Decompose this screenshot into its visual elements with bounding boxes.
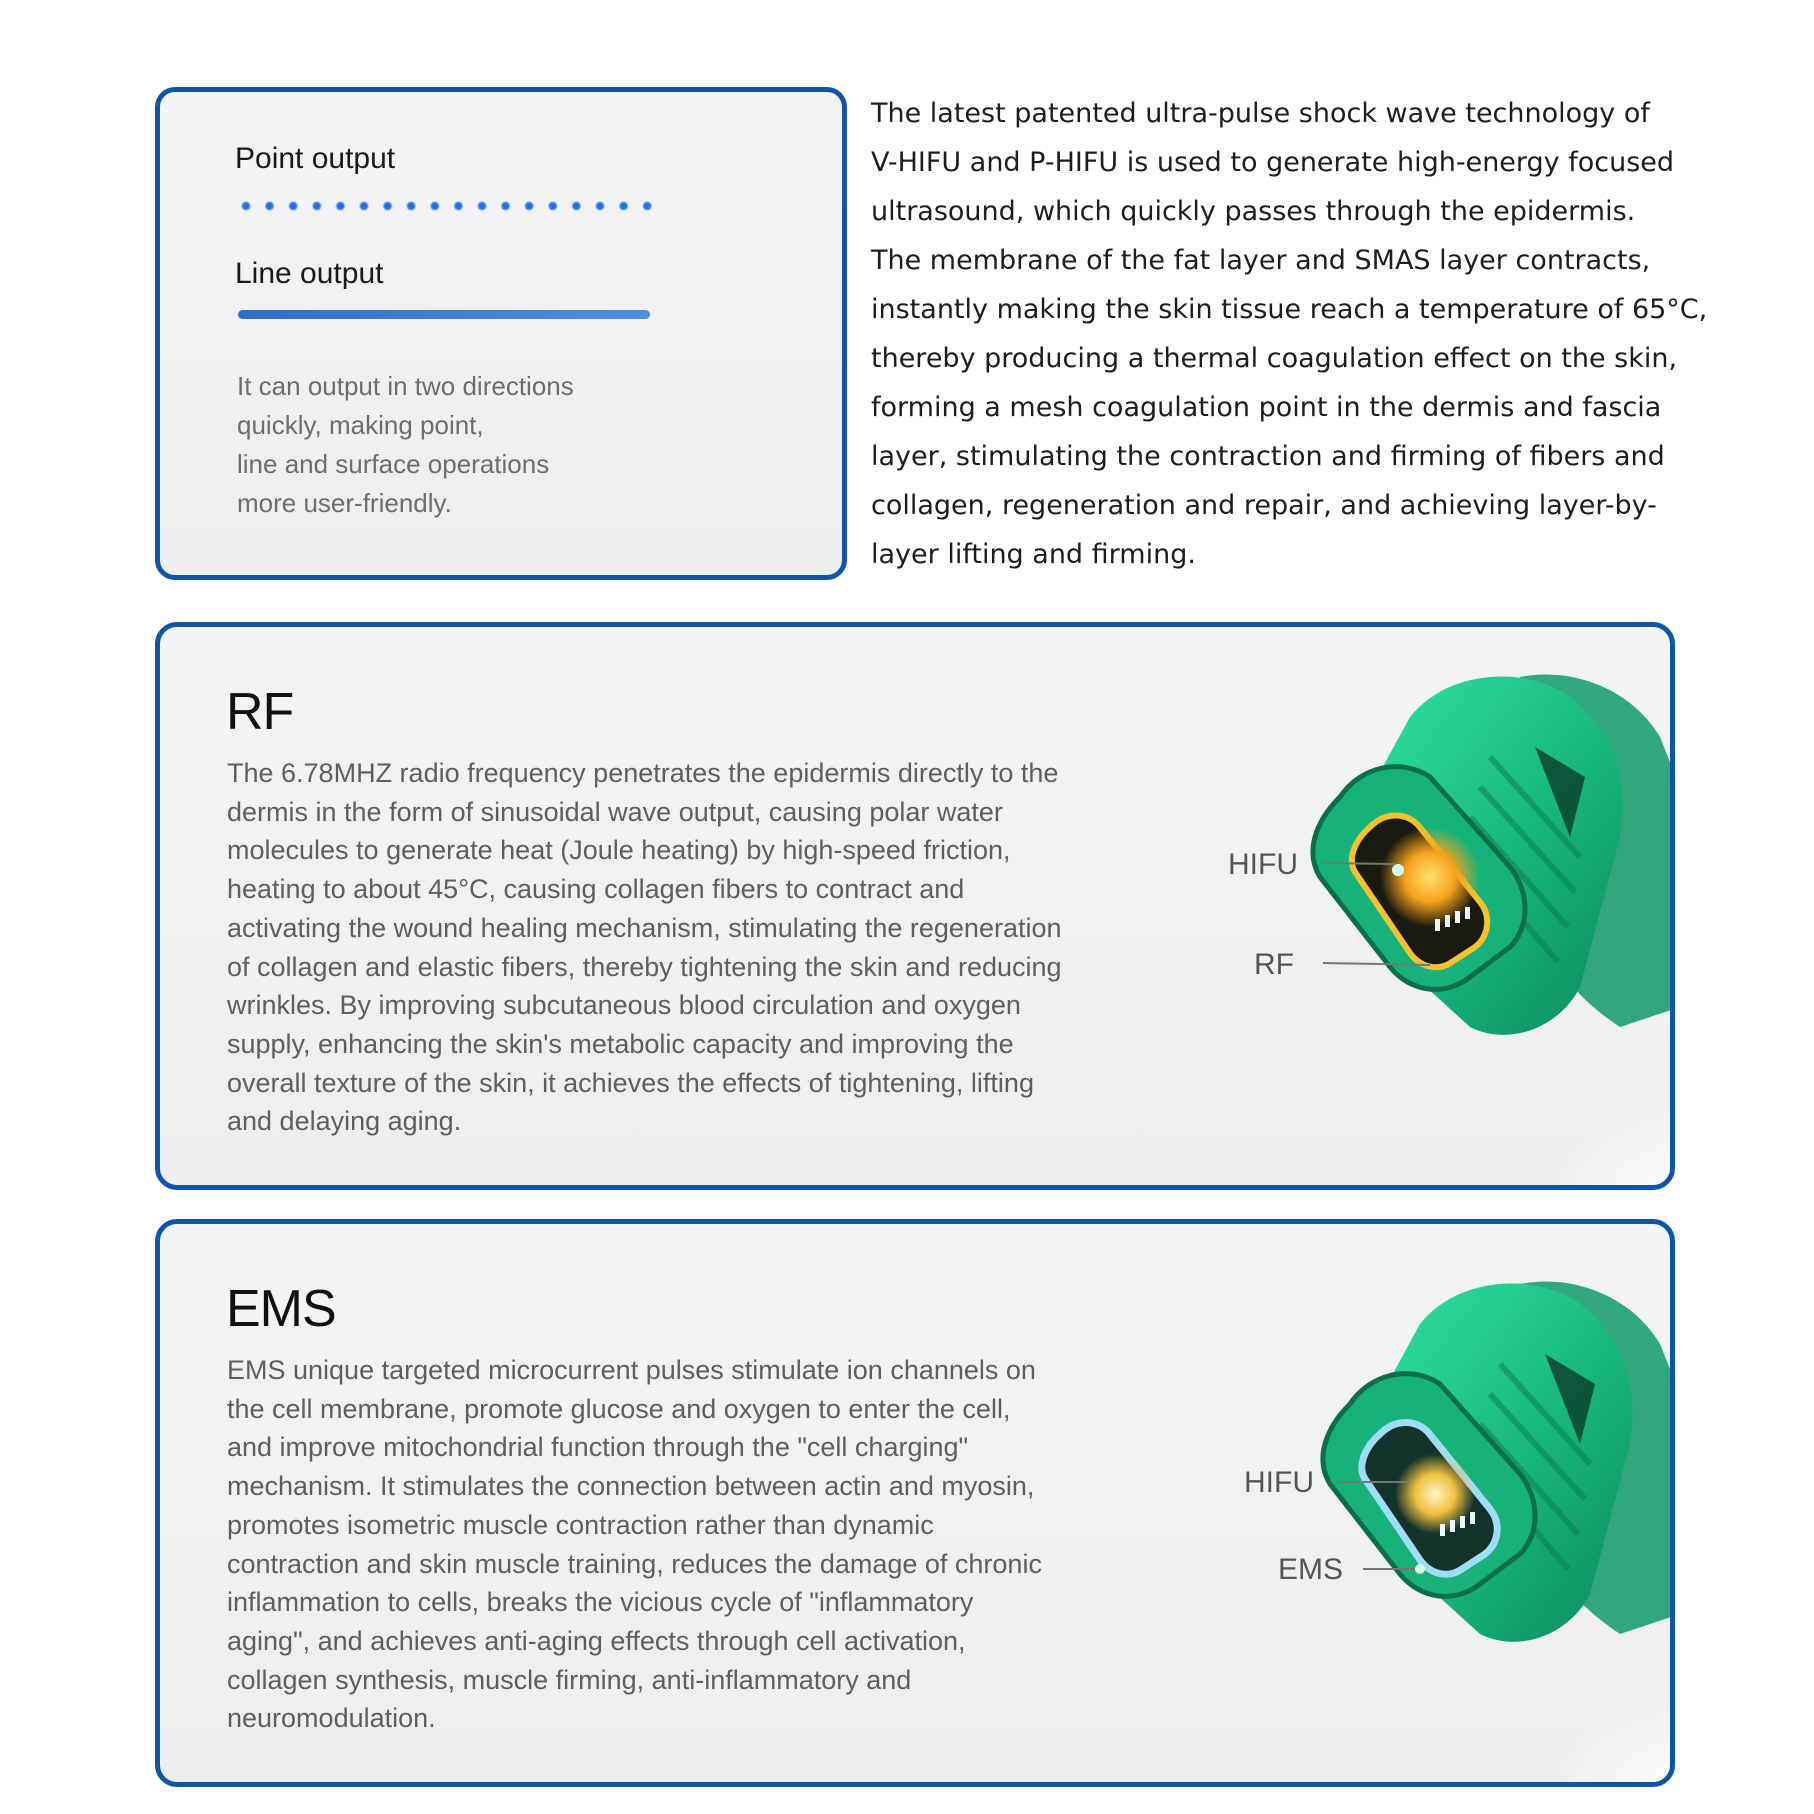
intro-line: instantly making the skin tissue reach a temperature of 65°C, — [871, 294, 1708, 325]
ems-line: contraction and skin muscle training, reduces the damage of chronic — [227, 1548, 1042, 1579]
intro-line: layer lifting and firming. — [871, 539, 1196, 570]
output-desc-line: more user-friendly. — [237, 488, 452, 518]
output-dot — [359, 201, 370, 212]
output-description — [237, 367, 574, 523]
rf-callout-hifu: HIFU — [1228, 848, 1298, 881]
output-dot — [453, 201, 464, 212]
ems-line: EMS unique targeted microcurrent pulses stimulate ion channels on — [227, 1355, 1036, 1385]
ems-title: EMS — [226, 1280, 336, 1338]
point-output-label: Point output — [235, 142, 396, 175]
intro-line: The membrane of the fat layer and SMAS layer contracts, — [871, 245, 1651, 276]
output-desc-line: quickly, making point, — [237, 410, 484, 440]
rf-line: overall texture of the skin, it achieves the effects of tightening, lifting — [227, 1067, 1034, 1098]
ems-line: promotes isometric muscle contraction rather than dynamic — [227, 1509, 934, 1540]
intro-line: thereby producing a thermal coagulation effect on the skin, — [871, 343, 1678, 374]
output-dot — [500, 201, 511, 212]
ems-callout-ems: EMS — [1278, 1553, 1344, 1586]
ems-line: and improve mitochondrial function through the "cell charging" — [227, 1432, 969, 1463]
rf-description — [227, 754, 1177, 1141]
intro-line: forming a mesh coagulation point in the dermis and fascia — [871, 392, 1662, 423]
rf-device-illustration — [1190, 627, 1675, 1190]
rf-line: heating to about 45°C, causing collagen fibers to contract and — [227, 874, 965, 905]
ems-line: the cell membrane, promote glucose and oxygen to enter the cell, — [227, 1393, 1011, 1424]
output-dot — [311, 201, 322, 212]
rf-line: of collagen and elastic fibers, thereby tightening the skin and reducing — [227, 951, 1062, 982]
ems-card — [155, 1219, 1675, 1787]
rf-card — [155, 622, 1675, 1190]
ems-description — [227, 1351, 1177, 1738]
rf-line: activating the wound healing mechanism, stimulating the regeneration — [227, 912, 1062, 943]
ems-line: aging", and achieves anti-aging effects through cell activation, — [227, 1625, 966, 1656]
intro-line: layer, stimulating the contraction and firming of fibers and — [871, 441, 1665, 472]
output-dot — [264, 201, 275, 212]
output-desc-line: line and surface operations — [237, 449, 550, 479]
hifu-intro-text — [871, 89, 1811, 579]
output-dot — [335, 201, 346, 212]
rf-line: molecules to generate heat (Joule heating) by high-speed friction, — [227, 835, 1011, 866]
rf-line: and delaying aging. — [227, 1106, 462, 1137]
output-dot — [406, 201, 417, 212]
line-output-label: Line output — [235, 257, 384, 290]
output-dot — [382, 201, 393, 212]
ems-callout-hifu: HIFU — [1244, 1466, 1314, 1499]
point-output-dots — [240, 200, 660, 212]
rf-line: wrinkles. By improving subcutaneous blood circulation and oxygen — [227, 990, 1021, 1021]
ems-line: neuromodulation. — [227, 1703, 436, 1734]
intro-line: ultrasound, which quickly passes through the epidermis. — [871, 196, 1636, 227]
ems-device-illustration — [1190, 1224, 1675, 1787]
output-dot — [595, 201, 606, 212]
output-modes-card — [155, 87, 847, 580]
rf-line: The 6.78MHZ radio frequency penetrates the epidermis directly to the — [227, 758, 1059, 788]
ems-line: collagen synthesis, muscle firming, anti-inflammatory and — [227, 1664, 912, 1695]
output-dot — [642, 201, 653, 212]
ems-line: inflammation to cells, breaks the vicious cycle of "inflammatory — [227, 1587, 974, 1618]
rf-title: RF — [226, 683, 294, 741]
rf-line: dermis in the form of sinusoidal wave output, causing polar water — [227, 796, 1003, 827]
intro-line: V-HIFU and P-HIFU is used to generate high-energy focused — [871, 147, 1675, 178]
output-dot — [524, 201, 535, 212]
output-dot — [571, 201, 582, 212]
rf-line: supply, enhancing the skin's metabolic capacity and improving the — [227, 1028, 1014, 1059]
output-dot — [477, 201, 488, 212]
rf-callout-rf: RF — [1254, 948, 1294, 981]
output-dot — [618, 201, 629, 212]
intro-line: The latest patented ultra-pulse shock wave technology of — [871, 98, 1650, 129]
ems-line: mechanism. It stimulates the connection between actin and myosin, — [227, 1471, 1035, 1502]
output-desc-line: It can output in two directions — [237, 371, 574, 401]
line-output-bar — [238, 310, 650, 319]
output-dot — [429, 201, 440, 212]
output-dot — [288, 201, 299, 212]
intro-line: collagen, regeneration and repair, and achieving layer-by- — [871, 490, 1657, 521]
output-dot — [241, 201, 252, 212]
output-dot — [547, 201, 558, 212]
